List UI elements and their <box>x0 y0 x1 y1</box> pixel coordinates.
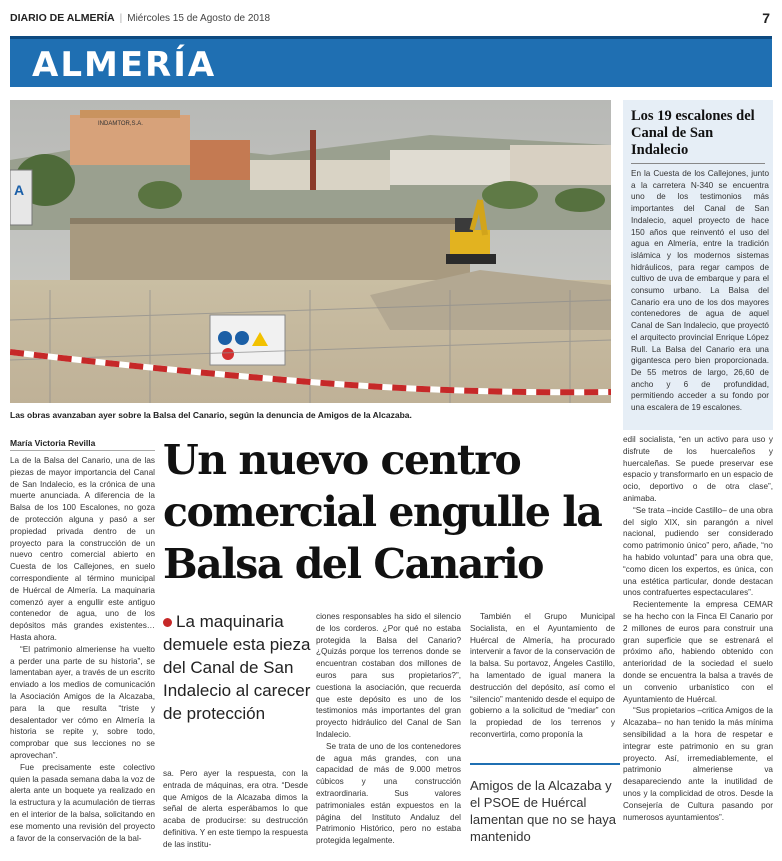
roadside-sign-letter: A <box>14 182 25 198</box>
masthead: DIARIO DE ALMERÍA | Miércoles 15 de Agosto de 2018 <box>10 12 271 24</box>
byline-divider <box>10 450 155 451</box>
paragraph: “El patrimonio almeriense ha vuelto a perder una parte de su historia”, se lamentaban ayer, a través de un escrito enviado a los medios de comunicación la Asociación Amigos de la Alcazaba, para la que resulta “triste y desalentador ver cómo en Almería la historia se repite y, sobre todo, comprobar que sus lecciones no se aprovechan”. <box>10 644 155 760</box>
paragraph: sa. Pero ayer la respuesta, con la entrada de máquinas, era otra. “Desde que Amigos de la Alcazaba dimos la señal de alerta esperábamos lo que acaba de producirse: su destrucción definitiva. Y en este tiempo la respuesta de las institu- <box>163 769 308 849</box>
sidebar-heading: Los 19 escalones del Canal de San Indalecio <box>631 108 755 158</box>
paragraph: “Sus propietarios –critica Amigos de la Alcazaba– no han tenido la más mínima sensibilidad a la hora de respetar e integrar este patrimonio en su gran proyecto. Así, irremediablemente, el patrimonio almeriense va desapareciendo ante la inutilidad de unos y la complicidad de otros. Desde la Consejería de Cultura pasando por numerosos ayuntamientos”. <box>623 706 773 822</box>
page-number: 7 <box>762 10 770 26</box>
construction-site-image <box>10 100 611 403</box>
article-column-2 <box>163 768 308 851</box>
article-column-3 <box>316 611 461 847</box>
issue-date: Miércoles 15 de Agosto de 2018 <box>127 13 271 24</box>
paragraph: ciones responsables ha sido el silencio de los corderos. ¿Por qué no estaba protegida la Balsa del Canario? ¿Quizás porque los terrenos donde se encuentran costaban dos millones de euros para sus propietarios?”, cuestiona la asociación, que recuerda que este depósito es uno de los testimonios más importantes del gran proyecto hidráulico del Canal de San Indalecio. <box>316 612 461 739</box>
paragraph: edil socialista, “en un activo para uso y disfrute de los huercaleños y huercaleñas. Se puede preservar ese espacio y transformarlo en un espacio de ocio, deportivo o de otra clase”, animaba. <box>623 435 773 503</box>
photo-caption: Las obras avanzaban ayer sobre la Balsa del Canario, según la denuncia de Amigos de la Alcazaba. <box>10 410 412 420</box>
article-column-5 <box>623 434 773 823</box>
section-title: ALMERÍA <box>32 45 217 85</box>
newspaper-name: DIARIO DE ALMERÍA <box>10 12 115 24</box>
red-bullet-icon <box>163 618 172 627</box>
section-banner <box>10 36 772 87</box>
paragraph: También el Grupo Municipal Socialista, en el Ayuntamiento de Huércal de Almería, ha procurado intervenir a favor de la conservación de la balsa. Su portavoz, Ángeles Castillo, ha lamentado de igual manera la destrucción del depósito, así como el “silencio” mantenido desde el equipo de gobierno a la solicitud de “mediar” con la propiedad de los terrenos y reconvertirla, como proponía la <box>470 612 615 739</box>
paragraph: Fue precisamente este colectivo quien la pasada semana daba la voz de alerta ante un boquete ya realizado en la estructura y la acumulación de tierras en el interior de la balsa, solicitando en ese momento una revisión del proyecto a favor de la conservación de la bal- <box>10 762 155 843</box>
article-column-4 <box>470 611 615 741</box>
article-column-1 <box>10 455 155 844</box>
sidebar-divider <box>631 163 765 164</box>
paragraph: “Se trata –incide Castillo– de una obra del siglo XIX, sin parangón a nivel nacional, pudiendo ser considerado como patrimonio único” pero, añade, “no ha habido voluntad” para una obra que, “como dicen los expertos, es única, con una estética particular, donde destacan unos contrafuertes espectaculares”. <box>623 505 773 598</box>
subheadline-text: La maquinaria demuele esta pieza del Canal de San Indalecio al carecer de protección <box>163 612 311 723</box>
paragraph: Se trata de uno de los contenedores de agua más grandes, con una capacidad de más de 9.000 metros cúbicos y una construcción extraordinaria. Sus valores patrimoniales están expuestos en la página del Instituto Andaluz del Patrimonio Histórico, pero no estaba protegida legalmente. <box>316 741 461 846</box>
pull-quote: Amigos de la Alcazaba y el PSOE de Huércal lamentan que no se haya mantenido <box>470 763 620 845</box>
subheadline <box>163 610 313 725</box>
construction-photo <box>10 100 611 403</box>
sidebar-body: En la Cuesta de los Callejones, junto a la carretera N-340 se encuentra uno de los testimonios más importantes del Canal de San Indalecio, aquel proyecto de hace 150 años que reinventó el uso del agua en Almería, entre la tradición islámica y los modernos sistemas hidráulicos, para regar campos de cultivo de uva de embarque y para el consumo urbano. La Balsa del Canario era uno de los dos mayores contenedores de agua de aquel Canal de San Indalecio, que proyectó el arquitecto provincial Enrique López Rull. La Balsa del Canario era una gigantesca pero bien proporcionada. De 55 metros de largo, 26,60 de ancho y 6 de profundidad, permitiendo acceder a su fondo por una escalera de 19 escalones. <box>631 169 769 413</box>
building-sign: INDAMTOR,S.A. <box>98 121 143 127</box>
headline: Un nuevo centro comercial engulle la Balsa del Canario <box>163 436 602 588</box>
byline: María Victoria Revilla <box>10 438 96 448</box>
sidebar-box <box>623 100 773 430</box>
paragraph: Recientemente la empresa CEMAR se ha hecho con la Finca El Canario por 2 millones de euros para construir una gran superficie que se estrenará el próximo año, habiendo obtenido con anterioridad de la sociedad el suelo donde se encuentra la balsa a través de un convenio urbanístico con el Ayuntamiento de Huércal. <box>623 600 773 704</box>
paragraph: La de la Balsa del Canario, una de las piezas de mayor importancia del Canal de San Indalecio, es la crónica de una muerte anunciada. A diferencia de la Balsa de los 100 Escalones, no goza de protección alguna y pasó a ser propiedad privada dentro de un proyecto para la construcción de un nuevo centro comercial abierto en Cuesta de los Callejones, en suelo correspondiente al término municipal de Huércal de Almería. La maquinaria comenzó ayer a engullir este antiguo contenedor de agua, uno de los depósitos más grandes existentes… Hasta ahora. <box>10 456 155 642</box>
